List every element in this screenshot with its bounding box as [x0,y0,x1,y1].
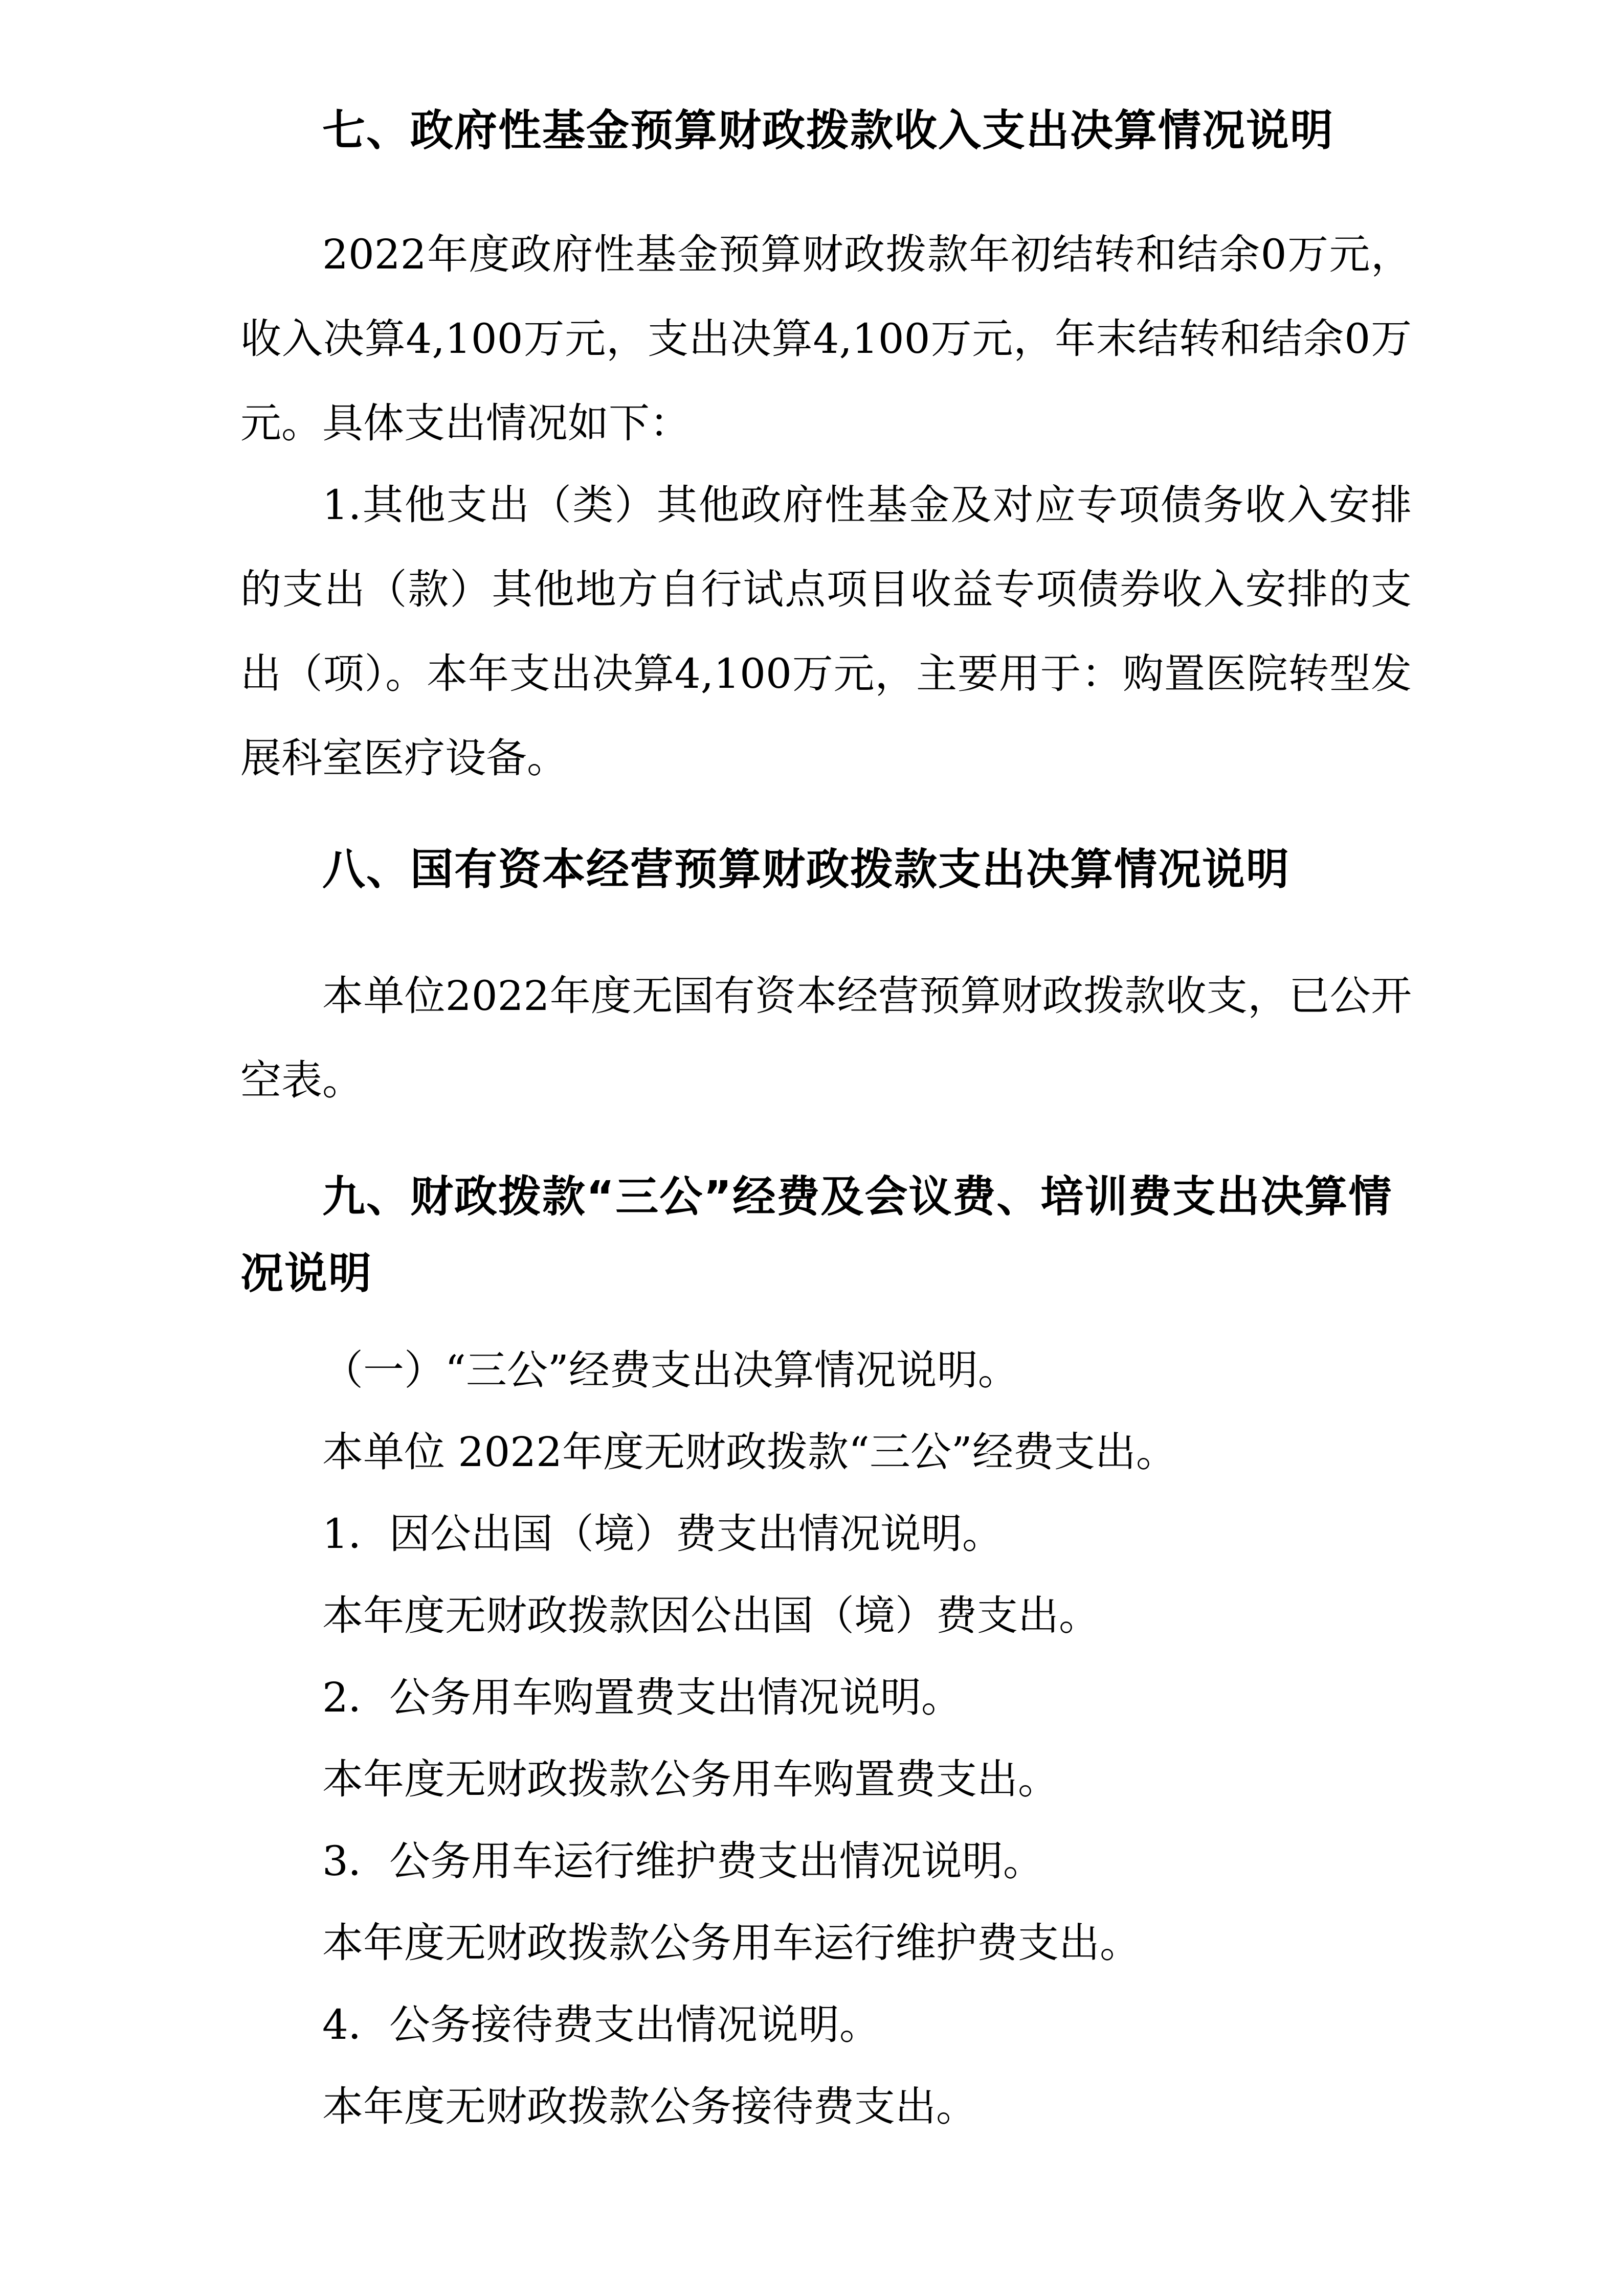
section-9-heading: 九、财政拨款“三公”经费及会议费、培训费支出决算情况说明 [240,1172,1393,1298]
section-8-body: 本单位2022年度无国有资本经营预算财政拨款收支，已公开空表。 [240,972,1412,1104]
section-7-heading: 七、政府性基金预算财政拨款收入支出决算情况说明 [322,105,1334,155]
section-9-item-3-body: 本年度无财政拨款公务用车运行维护费支出。 [322,1919,1141,1967]
section-9-item-4-label: 4．公务接待费支出情况说明。 [322,2001,880,2049]
section-9-item-3-label: 3．公务用车运行维护费支出情况说明。 [322,1837,1044,1885]
section-9-item-2-body: 本年度无财政拨款公务用车购置费支出。 [322,1755,1059,1803]
section-9-sub1-title: （一）“三公”经费支出决算情况说明。 [322,1346,1019,1394]
section-7-item-1: 1.其他支出（类）其他政府性基金及对应专项债务收入安排的支出（款）其他地方自行试点项目收益专项债券收入安排的支出（项）。本年支出决算4,100万元，主要用于：购置医院转型发展科室医疗设备。 [240,481,1412,782]
section-9-item-2-label: 2．公务用车购置费支出情况说明。 [322,1674,962,1721]
section-8-heading: 八、国有资本经营预算财政拨款支出决算情况说明 [322,844,1291,894]
section-7-summary: 2022年度政府性基金预算财政拨款年初结转和结余0万元，收入决算4,100万元，支出决算4,100万元，年末结转和结余0万元。具体支出情况如下： [240,231,1412,447]
section-9-item-1-label: 1．因公出国（境）费支出情况说明。 [322,1510,1003,1558]
section-9-sub1-body: 本单位 2022年度无财政拨款“三公”经费支出。 [322,1428,1177,1476]
section-9-item-4-body: 本年度无财政拨款公务接待费支出。 [322,2083,977,2130]
section-9-item-1-body: 本年度无财政拨款因公出国（境）费支出。 [322,1592,1100,1639]
